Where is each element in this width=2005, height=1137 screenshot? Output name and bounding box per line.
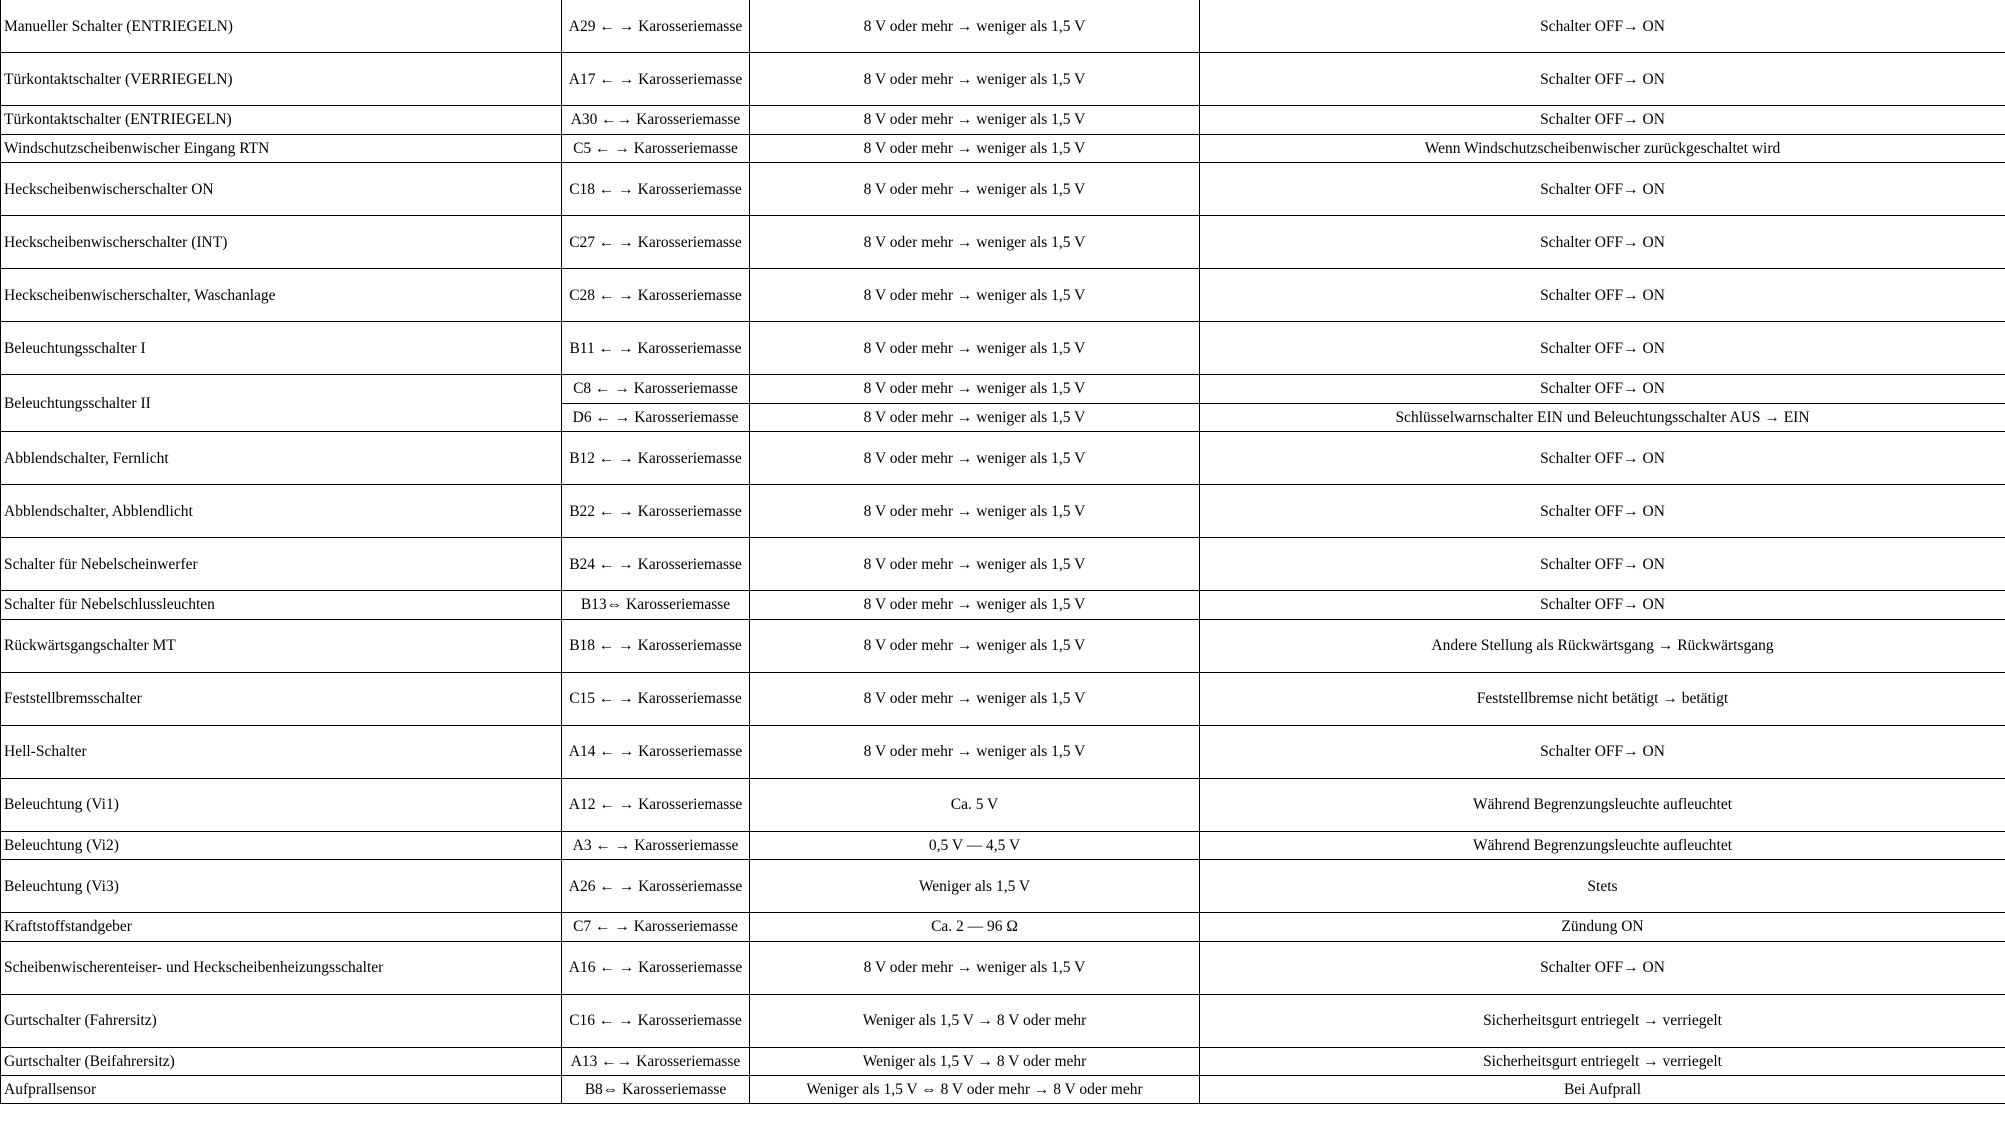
- table-row: [1, 860, 2005, 913]
- table-row: [1, 831, 2005, 860]
- condition-cell: Sicherheitsgurt entriegelt → verriegelt: [1200, 994, 2005, 1047]
- terminal-cell: A26 ← → Karosseriemasse: [562, 860, 750, 913]
- condition-cell: Schalter OFF→ ON: [1200, 941, 2005, 994]
- table-row: [1, 591, 2005, 620]
- terminal-cell: A14 ← → Karosseriemasse: [562, 725, 750, 778]
- table-row: [1, 134, 2005, 163]
- name-cell: Kraftstoffstandgeber: [1, 913, 562, 942]
- name-cell: Heckscheibenwischerschalter (INT): [1, 216, 562, 269]
- name-cell: Schalter für Nebelscheinwerfer: [1, 538, 562, 591]
- table-row: [1, 538, 2005, 591]
- terminal-cell: A29 ← → Karosseriemasse: [562, 0, 750, 53]
- name-cell: Aufprallsensor: [1, 1076, 562, 1104]
- condition-cell: Zündung ON: [1200, 913, 2005, 942]
- condition-cell: Sicherheitsgurt entriegelt → verriegelt: [1200, 1047, 2005, 1076]
- condition-cell: Schalter OFF→ ON: [1200, 591, 2005, 620]
- table-row: [1, 322, 2005, 375]
- value-cell: Weniger als 1,5 V: [750, 860, 1200, 913]
- condition-cell: Schalter OFF→ ON: [1200, 269, 2005, 322]
- table-row: [1, 725, 2005, 778]
- table-row: [1, 1076, 2005, 1104]
- condition-cell: Schalter OFF→ ON: [1200, 0, 2005, 53]
- table-row: [1, 485, 2005, 538]
- terminal-cell: A13 ←→ Karosseriemasse: [562, 1047, 750, 1076]
- condition-cell: Andere Stellung als Rückwärtsgang → Rückwärtsgang: [1200, 619, 2005, 672]
- condition-cell: Schalter OFF→ ON: [1200, 216, 2005, 269]
- value-cell: 8 V oder mehr → weniger als 1,5 V: [750, 53, 1200, 106]
- name-cell: Feststellbremsschalter: [1, 672, 562, 725]
- value-cell: 8 V oder mehr → weniger als 1,5 V: [750, 432, 1200, 485]
- table-row: [1, 0, 2005, 53]
- terminal-cell: B11 ← → Karosseriemasse: [562, 322, 750, 375]
- name-cell: Abblendschalter, Fernlicht: [1, 432, 562, 485]
- table-row: [1, 163, 2005, 216]
- value-cell: 8 V oder mehr → weniger als 1,5 V: [750, 0, 1200, 53]
- value-cell: 8 V oder mehr → weniger als 1,5 V: [750, 591, 1200, 620]
- name-cell: Abblendschalter, Abblendlicht: [1, 485, 562, 538]
- value-cell: 8 V oder mehr → weniger als 1,5 V: [750, 485, 1200, 538]
- terminal-cell: A17 ← → Karosseriemasse: [562, 53, 750, 106]
- terminal-cell: C18 ← → Karosseriemasse: [562, 163, 750, 216]
- value-cell: Ca. 5 V: [750, 778, 1200, 831]
- terminal-cell: C8 ← → Karosseriemasse: [562, 375, 750, 404]
- value-cell: 8 V oder mehr → weniger als 1,5 V: [750, 941, 1200, 994]
- terminal-cell: A16 ← → Karosseriemasse: [562, 941, 750, 994]
- value-cell: Weniger als 1,5 V → 8 V oder mehr: [750, 994, 1200, 1047]
- name-cell: Türkontaktschalter (VERRIEGELN): [1, 53, 562, 106]
- condition-cell: Während Begrenzungsleuchte aufleuchtet: [1200, 778, 2005, 831]
- condition-cell: Schalter OFF→ ON: [1200, 106, 2005, 135]
- name-cell: Heckscheibenwischerschalter ON: [1, 163, 562, 216]
- name-cell: Scheibenwischerenteiser- und Heckscheibenheizungsschalter: [1, 941, 562, 994]
- value-cell: 8 V oder mehr → weniger als 1,5 V: [750, 725, 1200, 778]
- terminal-cell: C5 ← → Karosseriemasse: [562, 134, 750, 163]
- condition-cell: Schalter OFF→ ON: [1200, 322, 2005, 375]
- value-cell: Weniger als 1,5 V ⇔ 8 V oder mehr → 8 V oder mehr: [750, 1076, 1200, 1104]
- terminal-cell: B8⇔ Karosseriemasse: [562, 1076, 750, 1104]
- value-cell: 8 V oder mehr → weniger als 1,5 V: [750, 216, 1200, 269]
- value-cell: 8 V oder mehr → weniger als 1,5 V: [750, 163, 1200, 216]
- condition-cell: Schalter OFF→ ON: [1200, 725, 2005, 778]
- condition-cell: Wenn Windschutzscheibenwischer zurückgeschaltet wird: [1200, 134, 2005, 163]
- name-cell: Beleuchtung (Vi1): [1, 778, 562, 831]
- terminal-cell: B18 ← → Karosseriemasse: [562, 619, 750, 672]
- name-cell: Beleuchtung (Vi2): [1, 831, 562, 860]
- terminal-cell: C28 ← → Karosseriemasse: [562, 269, 750, 322]
- table-row: [1, 53, 2005, 106]
- condition-cell: Während Begrenzungsleuchte aufleuchtet: [1200, 831, 2005, 860]
- terminal-cell: D6 ← → Karosseriemasse: [562, 403, 750, 432]
- condition-cell: Schalter OFF→ ON: [1200, 375, 2005, 404]
- condition-cell: Feststellbremse nicht betätigt → betätigt: [1200, 672, 2005, 725]
- name-cell: Windschutzscheibenwischer Eingang RTN: [1, 134, 562, 163]
- terminal-cell: C16 ← → Karosseriemasse: [562, 994, 750, 1047]
- terminal-cell: A12 ← → Karosseriemasse: [562, 778, 750, 831]
- terminal-cell: B24 ← → Karosseriemasse: [562, 538, 750, 591]
- terminal-cell: C7 ← → Karosseriemasse: [562, 913, 750, 942]
- terminal-cell: B12 ← → Karosseriemasse: [562, 432, 750, 485]
- name-cell: Manueller Schalter (ENTRIEGELN): [1, 0, 562, 53]
- value-cell: 8 V oder mehr → weniger als 1,5 V: [750, 619, 1200, 672]
- table-row: [1, 672, 2005, 725]
- name-cell: Gurtschalter (Beifahrersitz): [1, 1047, 562, 1076]
- condition-cell: Stets: [1200, 860, 2005, 913]
- terminal-cell: C15 ← → Karosseriemasse: [562, 672, 750, 725]
- value-cell: Ca. 2 — 96 Ω: [750, 913, 1200, 942]
- terminal-cell: A30 ←→ Karosseriemasse: [562, 106, 750, 135]
- name-cell: Gurtschalter (Fahrersitz): [1, 994, 562, 1047]
- table-row: [1, 375, 2005, 404]
- name-cell: Heckscheibenwischerschalter, Waschanlage: [1, 269, 562, 322]
- table-row: [1, 106, 2005, 135]
- terminal-cell: B13⇔ Karosseriemasse: [562, 591, 750, 620]
- name-cell: Beleuchtungsschalter I: [1, 322, 562, 375]
- table-row: [1, 778, 2005, 831]
- condition-cell: Schlüsselwarnschalter EIN und Beleuchtungsschalter AUS → EIN: [1200, 403, 2005, 432]
- condition-cell: Schalter OFF→ ON: [1200, 53, 2005, 106]
- terminal-cell: C27 ← → Karosseriemasse: [562, 216, 750, 269]
- name-cell: Rückwärtsgangschalter MT: [1, 619, 562, 672]
- condition-cell: Bei Aufprall: [1200, 1076, 2005, 1104]
- value-cell: Weniger als 1,5 V → 8 V oder mehr: [750, 1047, 1200, 1076]
- table-row: [1, 432, 2005, 485]
- terminal-cell: A3 ← → Karosseriemasse: [562, 831, 750, 860]
- value-cell: 0,5 V — 4,5 V: [750, 831, 1200, 860]
- table-body: [1, 0, 2005, 1104]
- table-row: [1, 1047, 2005, 1076]
- condition-cell: Schalter OFF→ ON: [1200, 432, 2005, 485]
- table-row: [1, 619, 2005, 672]
- name-cell: Schalter für Nebelschlussleuchten: [1, 591, 562, 620]
- value-cell: 8 V oder mehr → weniger als 1,5 V: [750, 403, 1200, 432]
- table-row: [1, 994, 2005, 1047]
- name-cell: Beleuchtung (Vi3): [1, 860, 562, 913]
- value-cell: 8 V oder mehr → weniger als 1,5 V: [750, 106, 1200, 135]
- table-row: [1, 913, 2005, 942]
- value-cell: 8 V oder mehr → weniger als 1,5 V: [750, 134, 1200, 163]
- value-cell: 8 V oder mehr → weniger als 1,5 V: [750, 538, 1200, 591]
- condition-cell: Schalter OFF→ ON: [1200, 538, 2005, 591]
- table-row: [1, 941, 2005, 994]
- terminal-cell: B22 ← → Karosseriemasse: [562, 485, 750, 538]
- value-cell: 8 V oder mehr → weniger als 1,5 V: [750, 269, 1200, 322]
- value-cell: 8 V oder mehr → weniger als 1,5 V: [750, 375, 1200, 404]
- name-cell: Beleuchtungsschalter II: [1, 375, 562, 432]
- value-cell: 8 V oder mehr → weniger als 1,5 V: [750, 322, 1200, 375]
- table-row: [1, 216, 2005, 269]
- condition-cell: Schalter OFF→ ON: [1200, 485, 2005, 538]
- name-cell: Hell-Schalter: [1, 725, 562, 778]
- table-row: [1, 269, 2005, 322]
- value-cell: 8 V oder mehr → weniger als 1,5 V: [750, 672, 1200, 725]
- name-cell: Türkontaktschalter (ENTRIEGELN): [1, 106, 562, 135]
- condition-cell: Schalter OFF→ ON: [1200, 163, 2005, 216]
